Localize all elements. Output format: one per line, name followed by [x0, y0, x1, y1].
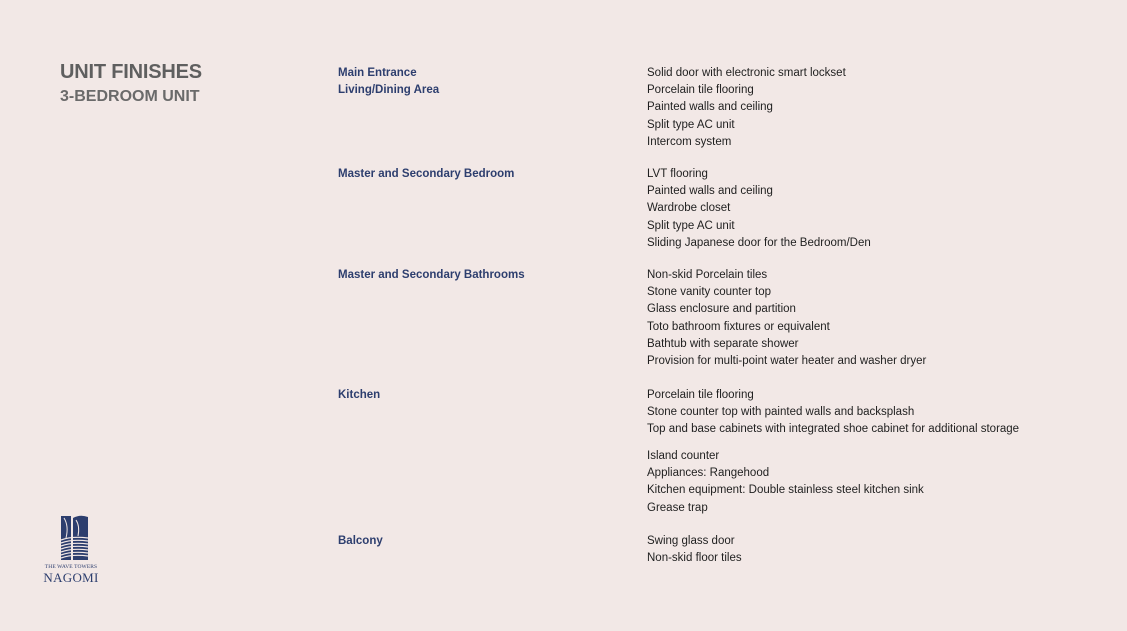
list-item: Kitchen equipment: Double stainless steel kitchen sink — [647, 484, 924, 497]
list-item: Painted walls and ceiling — [647, 185, 773, 198]
brand-logo — [40, 514, 102, 586]
list-item: LVT flooring — [647, 168, 708, 180]
logo-name: NAGOMI — [43, 570, 99, 585]
list-item: Porcelain tile flooring — [647, 84, 754, 97]
list-item: Split type AC unit — [647, 118, 735, 131]
page-title: UNIT FINISHES — [60, 61, 202, 83]
list-item: Top and base cabinets with integrated shoe cabinet for additional storage — [647, 423, 1020, 436]
finishes-list-kitchen — [647, 387, 1019, 439]
section-label-kitchen: Kitchen — [338, 389, 381, 401]
section-label-main-entrance: Main Entrance — [338, 67, 417, 79]
list-item: Non-skid floor tiles — [647, 552, 742, 565]
logo-tagline: THE WAVE TOWERS — [44, 564, 98, 570]
section-label-bathrooms: Master and Secondary Bathrooms — [338, 269, 525, 281]
finishes-list-kitchen-extra — [647, 448, 924, 517]
list-item: Appliances: Rangehood — [647, 467, 770, 480]
list-item: Toto bathroom fixtures or equivalent — [647, 320, 830, 333]
list-item: Wardrobe closet — [647, 202, 731, 215]
list-item: Glass enclosure and partition — [647, 303, 796, 316]
finishes-list-bathrooms — [647, 267, 926, 370]
list-item: Bathtub with separate shower — [647, 337, 799, 350]
list-item: Porcelain tile flooring — [647, 389, 754, 401]
list-item: Sliding Japanese door for the Bedroom/Den — [647, 236, 871, 249]
finishes-list-bedroom — [647, 166, 871, 252]
finishes-list-entrance-living — [647, 65, 846, 151]
list-item: Non-skid Porcelain tiles — [647, 269, 768, 281]
list-item: Split type AC unit — [647, 219, 735, 232]
list-item: Grease trap — [647, 501, 708, 514]
list-item: Solid door with electronic smart lockset — [647, 67, 846, 79]
list-item: Intercom system — [647, 135, 732, 148]
section-label-balcony: Balcony — [338, 535, 383, 547]
list-item: Island counter — [647, 450, 720, 462]
section-label-living-dining: Living/Dining Area — [338, 84, 440, 96]
list-item: Stone counter top with painted walls and backsplash — [647, 406, 915, 419]
section-label-bedroom: Master and Secondary Bedroom — [338, 168, 515, 180]
page-subtitle: 3-BEDROOM UNIT — [60, 88, 200, 105]
list-item: Stone vanity counter top — [647, 286, 772, 299]
wave-towers-logo-icon — [50, 514, 92, 562]
list-item: Swing glass door — [647, 535, 735, 547]
list-item: Painted walls and ceiling — [647, 101, 773, 114]
finishes-list-balcony — [647, 533, 742, 567]
list-item: Provision for multi-point water heater and washer dryer — [647, 355, 927, 368]
